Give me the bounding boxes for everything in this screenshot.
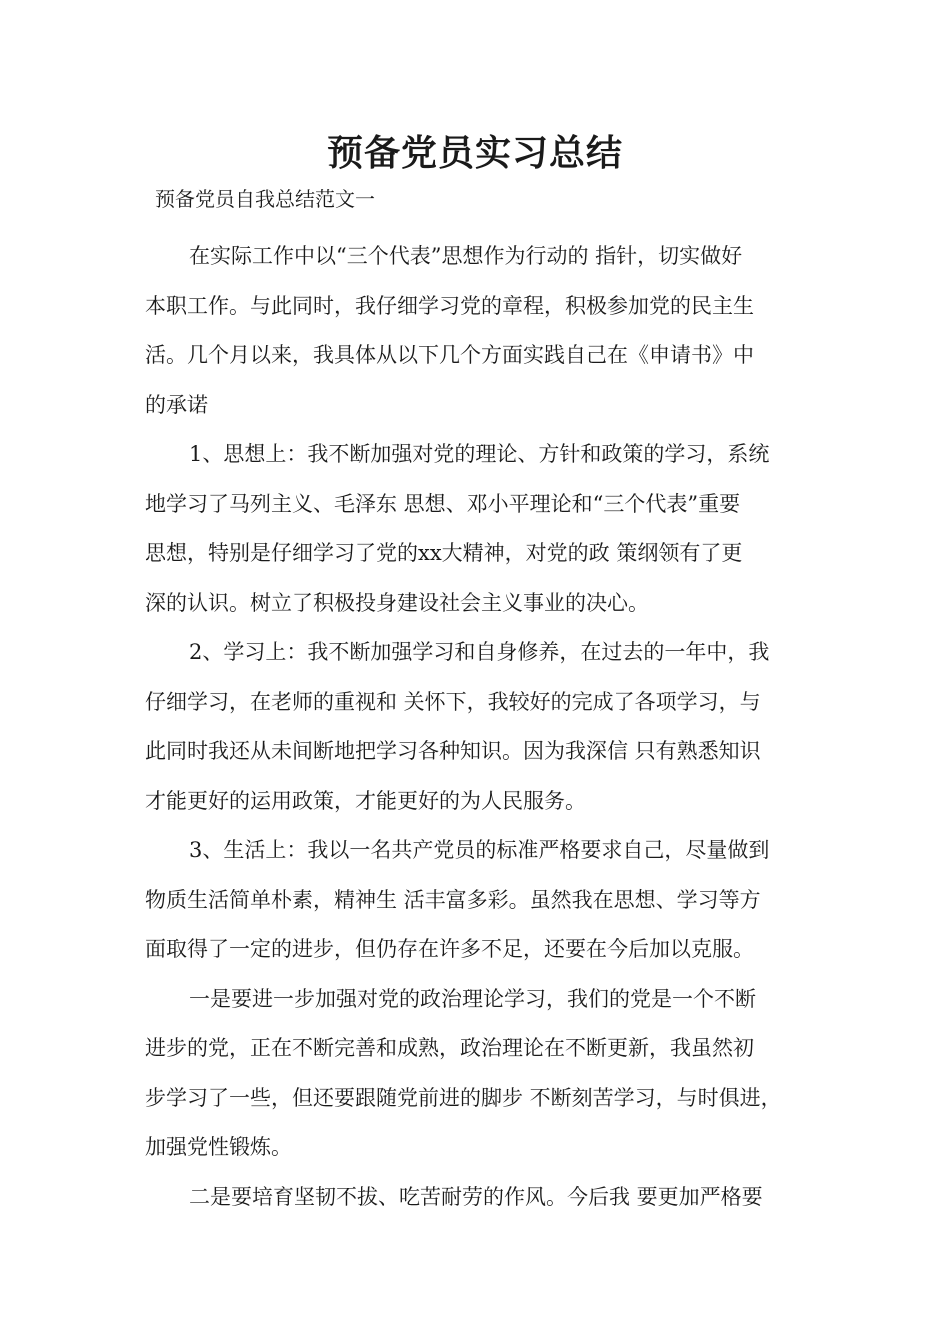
- text-line: 1、思想上：我不断加强对党的理论、方针和政策的学习，系统: [189, 442, 770, 466]
- page-title: 预备党员实习总结: [326, 132, 623, 174]
- text-line: 本职工作。与此同时，我仔细学习党的章程，积极参加党的民主生: [145, 293, 754, 318]
- text-line: 加强党性锻炼。: [145, 1135, 292, 1159]
- text-line: 二是要培育坚韧不拔、吃苦耐劳的作风。今后我 要更加严格要: [189, 1184, 763, 1209]
- text-line: 此同时我还从未间断地把学习各种知识。因为我深信 只有熟悉知识: [145, 739, 761, 763]
- text-line: 才能更好的运用政策，才能更好的为人民服务。: [145, 788, 586, 813]
- text-line: 面取得了一定的进步，但仍存在许多不足，还要在今后加以克服。: [145, 937, 754, 961]
- text-line: 活。几个月以来，我具体从以下几个方面实践自己在《申请书》中: [145, 343, 754, 367]
- document-body: [145, 232, 825, 1222]
- text-line: 深的认识。树立了积极投身建设社会主义事业的决心。: [145, 590, 649, 615]
- paragraph-6: [145, 1173, 825, 1223]
- document-subtitle: 预备党员自我总结范文一: [155, 187, 375, 211]
- text-line: 步学习了一些，但还要跟随党前进的脚步 不断刻苦学习，与时俱进，: [145, 1085, 782, 1110]
- text-line: 2、学习上：我不断加强学习和自身修养，在过去的一年中，我: [189, 640, 770, 664]
- paragraph-5: [145, 975, 825, 1173]
- text-line: 地学习了马列主义、毛泽东 思想、邓小平理论和“三个代表”重要: [145, 491, 741, 516]
- text-line: 思想，特别是仔细学习了党的xx大精神，对党的政 策纲领有了更: [145, 541, 743, 565]
- paragraph-1: [145, 232, 825, 430]
- text-line: 在实际工作中以“三个代表”思想作为行动的 指针，切实做好: [189, 244, 743, 268]
- text-line: 的承诺: [145, 392, 208, 417]
- paragraph-3: [145, 628, 825, 826]
- paragraph-2: [145, 430, 825, 628]
- text-line: 物质生活简单朴素，精神生 活丰富多彩。虽然我在思想、学习等方: [145, 887, 761, 912]
- text-line: 进步的党，正在不断完善和成熟，政治理论在不断更新，我虽然初: [145, 1036, 754, 1060]
- text-line: 3、生活上：我以一名共产党员的标准严格要求自己，尽量做到: [189, 838, 770, 862]
- text-line: 一是要进一步加强对党的政治理论学习，我们的党是一个不断: [189, 986, 756, 1011]
- paragraph-4: [145, 826, 825, 975]
- text-line: 仔细学习，在老师的重视和 关怀下，我较好的完成了各项学习，与: [145, 689, 761, 714]
